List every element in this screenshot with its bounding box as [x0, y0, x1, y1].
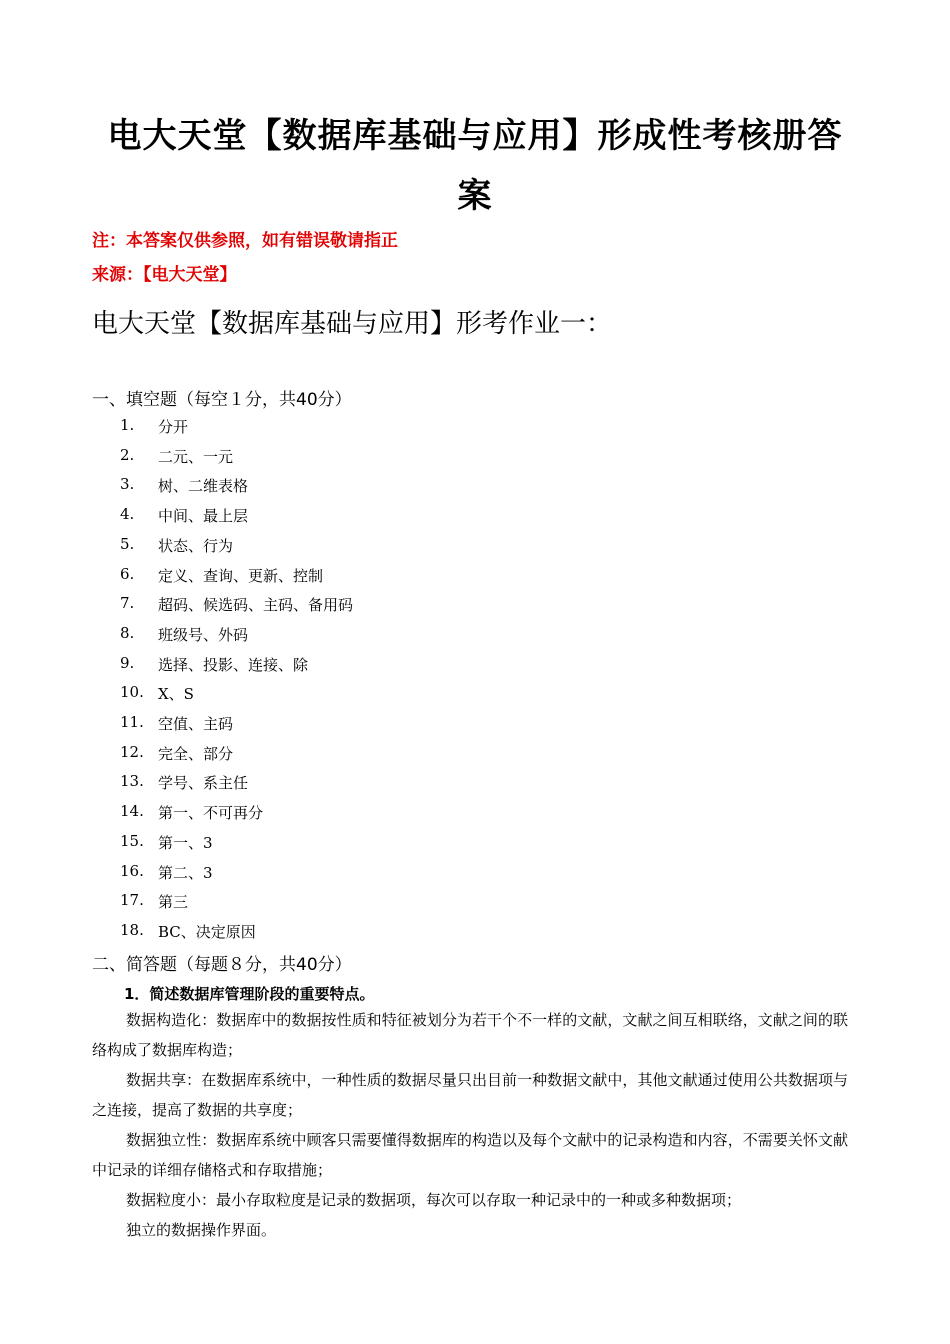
document-title-line1: 电大天堂【数据库基础与应用】形成性考核册答	[107, 116, 843, 156]
answer-number: 18.	[120, 920, 144, 939]
disclaimer-note: 注：本答案仅供参照，如有错误敬请指正	[92, 231, 398, 251]
answer-number: 5.	[120, 534, 135, 553]
answer-number: 11.	[120, 713, 144, 731]
answer-text: 中间、最上层	[158, 507, 249, 526]
answer-paragraph: 独立的数据操作界面。	[126, 1221, 277, 1239]
answer-number: 9.	[120, 653, 135, 672]
answer-number: 4.	[120, 505, 135, 524]
answer-paragraph: 数据粒度小：最小存取粒度是记录的数据项，每次可以存取一种记录中的一种或多种数据项；	[126, 1191, 742, 1209]
answer-paragraph: 数据构造化：数据库中的数据按性质和特征被划分为若干个不一样的文献，文献之间互相联络，文献之间的联络构成了数据库构造；	[92, 1011, 848, 1059]
answer-text: 定义、查询、更新、控制	[158, 566, 324, 585]
answer-text: 分开	[158, 418, 189, 436]
answer-number: 12.	[120, 742, 144, 761]
answer-number: 7.	[120, 594, 135, 613]
answer-number: 8.	[120, 623, 135, 642]
answer-text: 第一、不可再分	[158, 804, 264, 823]
answer-text: BC、决定原因	[158, 922, 256, 941]
answer-text: 选择、投影、连接、除	[158, 655, 309, 674]
answer-text: 超码、候选码、主码、备用码	[158, 596, 354, 615]
answer-text: 学号、系主任	[158, 774, 249, 793]
answer-number: 16.	[120, 861, 144, 880]
answer-text: 树、二维表格	[158, 477, 249, 496]
section-heading-short-answer: 二、简答题（每题８分，共40分）	[92, 955, 352, 975]
document-title-line2: 案	[457, 176, 493, 216]
answer-number: 17.	[120, 891, 144, 910]
answer-text: 空值、主码	[158, 715, 234, 733]
answer-paragraph: 数据共享：在数据库系统中，一种性质的数据尽量只出目前一种数据文献中，其他文献通过使用公共数据项与之连接，提高了数据的共享度；	[92, 1071, 848, 1119]
answer-paragraph: 数据独立性：数据库系统中顾客只需要懂得数据库的构造以及每个文献中的记录构造和内容，不需要关怀文献中记录的详细存储格式和存取措施；	[92, 1131, 848, 1179]
answer-number: 1.	[120, 416, 135, 434]
answer-text: 第一、3	[158, 833, 213, 852]
answer-text: 二元、一元	[158, 447, 234, 466]
answer-number: 3.	[120, 475, 135, 494]
answer-number: 14.	[120, 802, 144, 821]
answer-number: 15.	[120, 831, 144, 850]
answer-text: 状态、行为	[158, 536, 234, 555]
answer-text: 第三	[158, 893, 189, 912]
answer-number: 2.	[120, 445, 135, 464]
answer-number: 10.	[120, 683, 144, 702]
answer-text: 班级号、外码	[158, 625, 249, 644]
answer-text: 完全、部分	[158, 744, 234, 763]
answer-number: 6.	[120, 564, 135, 583]
source-note: 来源：【电大天堂】	[92, 265, 237, 285]
homework-heading: 电大天堂【数据库基础与应用】形考作业一：	[92, 309, 613, 339]
answer-text: X、S	[158, 685, 194, 704]
answer-text: 第二、3	[158, 863, 213, 882]
question-title: 1．简述数据库管理阶段的重要特点。	[124, 985, 375, 1003]
answer-number: 13.	[120, 772, 144, 791]
section-heading-fill-blank: 一、填空题（每空１分，共40分）	[92, 390, 352, 410]
